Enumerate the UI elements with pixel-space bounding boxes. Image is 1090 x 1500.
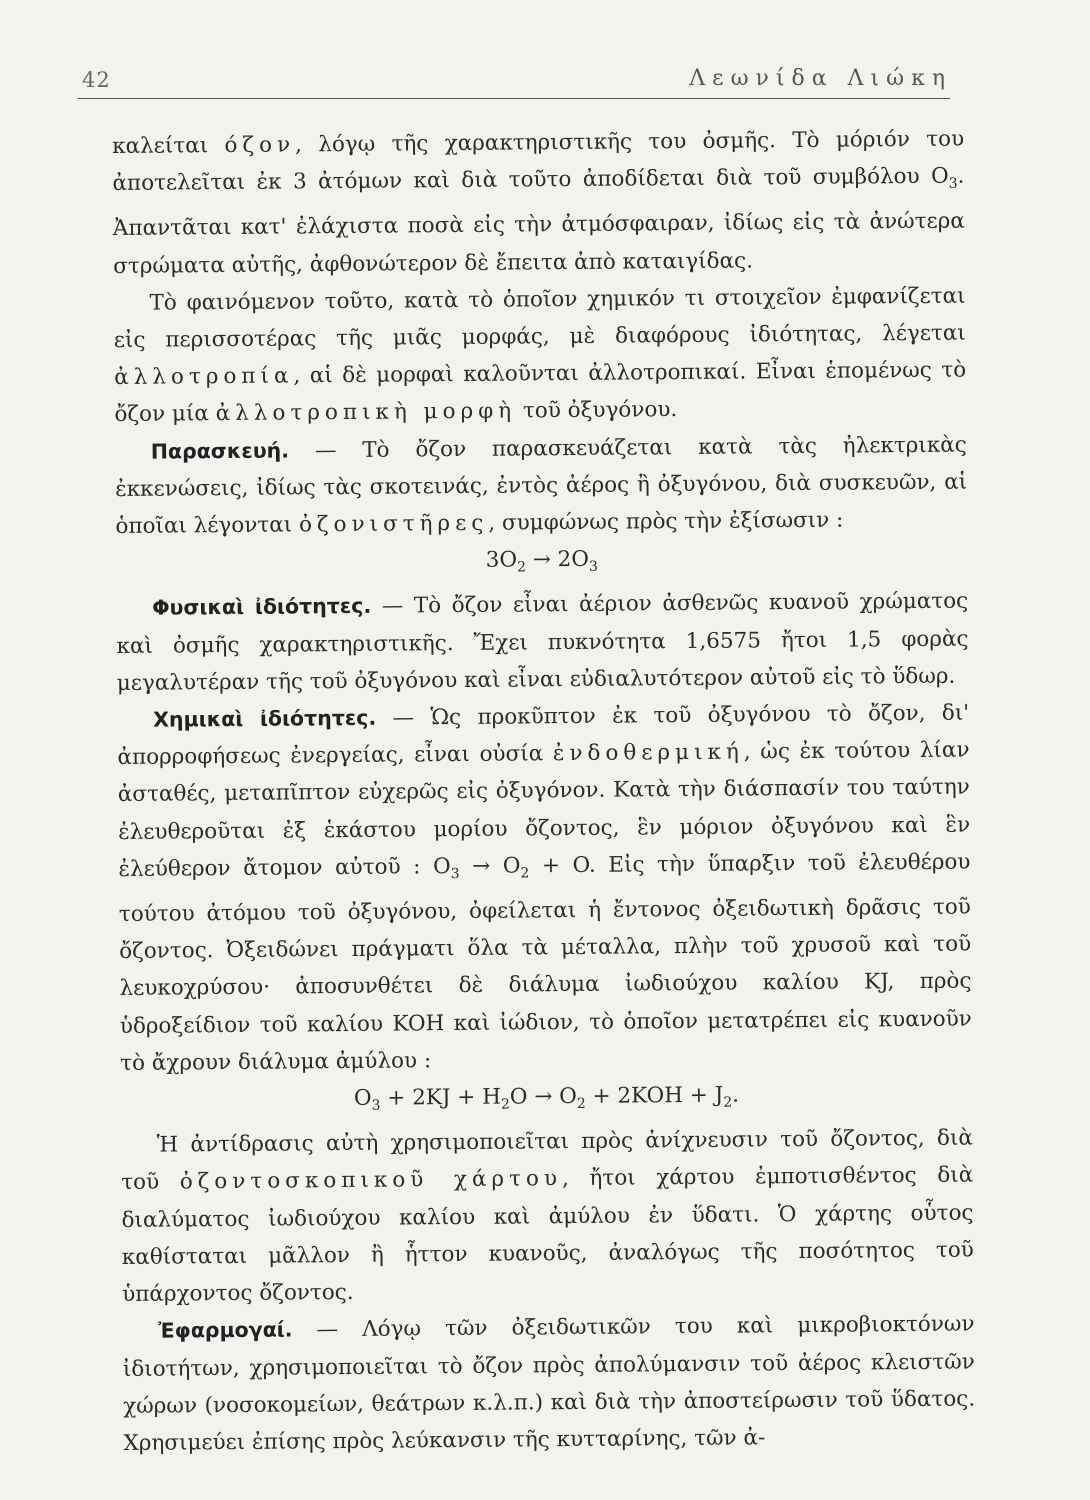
equation-iodide-reaction bbox=[120, 1075, 972, 1128]
subscript: 3 bbox=[588, 559, 598, 576]
running-title: Λεωνίδα Λιώκη bbox=[689, 66, 952, 91]
eq-term: O → O bbox=[509, 1084, 577, 1110]
text-run: καλείται bbox=[112, 133, 225, 159]
section-heading-physical-properties: Φυσικαὶ ἰδιότητες. bbox=[152, 594, 372, 621]
spaced-term-ozonoscopic-paper: ὀζοντοσκοπικοῦ χάρτου bbox=[179, 1166, 563, 1195]
eq-term: + 2KJ + H bbox=[380, 1084, 502, 1111]
eq-arrow: → bbox=[525, 547, 558, 573]
text-run: , συμφώνως πρὸς τὴν ἐξίσωσιν : bbox=[488, 507, 844, 536]
section-heading-chemical-properties: Χημικαὶ ἰδιότητες. bbox=[153, 705, 377, 732]
text-run: , ἤτοι χάρτου ἐμποτισθέντος διὰ διαλύματος ἰωδιούχου καλίου καὶ ἀμύλου ἐν ὕδατι. Ὁ χάρτης οὗτος καθίσταται μᾶλλον ἢ ἧττον κυανοῦς, ἀναλόγως τῆς ποσότητος τοῦ ὑπάρχοντος ὄζοντος. bbox=[121, 1163, 974, 1308]
running-head bbox=[78, 62, 952, 98]
text-run: — Τὸ ὄζον παρασκευάζεται κατὰ τὰς ἠλεκτρικὰς ἐκκενώσεις, ἰδίως τὰς σκοτεινάς, ἐντὸς ἀέρος ἢ ὀξυγόνου, διὰ συσκευῶν, αἱ ὁποῖαι λέγονται bbox=[115, 432, 968, 540]
paragraph-applications bbox=[122, 1306, 975, 1462]
text-run: , λόγῳ τῆς χαρακτηριστικῆς του ὀσμῆς. Τὸ μόριόν του ἀποτελεῖται ἐκ 3 ἀτόμων καὶ διὰ τοῦτο ἀποδίδεται διὰ τοῦ συμβόλου O bbox=[112, 126, 965, 197]
subscript: 2 bbox=[723, 1094, 733, 1111]
eq-term: . bbox=[732, 1082, 740, 1108]
eq-term: 3O bbox=[485, 547, 518, 573]
subscript: 2 bbox=[576, 1095, 586, 1113]
subscript: 3 bbox=[450, 865, 460, 882]
text-run: Τὸ φαινόμενον τοῦτο, κατὰ τὸ ὁποῖον χημικόν τι στοιχεῖον ἐμφανίζεται εἰς περισσοτέρας τῆς μιᾶς μορφάς, μὲ διαφόρους ἰδιότητας, λέγεται bbox=[113, 283, 966, 354]
subscript: 3 bbox=[371, 1097, 381, 1114]
spaced-term-ozone: όζον bbox=[224, 132, 296, 159]
paragraph-ozone-definition bbox=[112, 121, 965, 285]
section-heading-applications: Ἐφαρμογαί. bbox=[158, 1317, 293, 1343]
text-run: → O bbox=[459, 853, 521, 879]
page-number: 42 bbox=[82, 68, 111, 92]
spaced-term-allotropic-form: ἀλλοτροπικὴ μορφὴ bbox=[215, 398, 517, 427]
text-run: — Τὸ ὄζον εἶναι ἀέριον ἀσθενῶς κυανοῦ χρώματος καὶ ὀσμῆς χαρακτηριστικῆς. Ἔχει πυκνότητα 1,6575 ἤτοι 1,5 φορὰς μεγαλυτέραν τῆς τοῦ ὀξυγόνου καὶ εἶναι εὐδιαλυτότερον αὐτοῦ εἰς τὸ ὕδωρ. bbox=[116, 588, 969, 696]
paragraph-physical-properties bbox=[116, 583, 969, 702]
text-run: — Ὡς προκῦπτον ἐκ τοῦ ὀξυγόνου τὸ ὄζον, δι' ἀπορροφήσεως ἐνεργείας, εἶναι οὐσία bbox=[117, 700, 970, 771]
text-run: , αἱ δὲ μορφαὶ καλοῦνται ἀλλοτροπικαί. Εἶναι ἑπομένως τὸ ὄζον μία bbox=[114, 357, 967, 428]
text-run: τοῦ ὀξυγόνου. bbox=[515, 397, 678, 424]
page-body bbox=[112, 121, 976, 1462]
text-run: Ἡ ἀντίδρασις αὐτὴ χρησιμοποιεῖται πρὸς ἀνίχνευσιν τοῦ ὄζοντος, διὰ τοῦ bbox=[121, 1125, 973, 1196]
text-run: , ὡς ἐκ τούτου λίαν ἀσταθές, μεταπῖπτον εὐχερῶς εἰς ὀξυγόνον. Κατὰ τὴν διάσπασίν του ταύτην ἐλευθεροῦται ἐξ ἑκάστου μορίου ὄζοντος, ἓν μόριον ὀξυγόνου καὶ ἓν ἐλεύθερον ἄτομον αὐτοῦ : O bbox=[117, 737, 971, 882]
section-heading-preparation: Παρασκευή. bbox=[150, 438, 290, 464]
eq-term: 2O bbox=[557, 547, 590, 573]
paragraph-detection bbox=[121, 1120, 975, 1313]
eq-term: + 2KOH + J bbox=[585, 1082, 724, 1109]
subscript: 2 bbox=[500, 1096, 511, 1113]
paragraph-chemical-properties bbox=[117, 695, 972, 1082]
spaced-term-endothermic: ἐνδοθερμική bbox=[552, 739, 744, 767]
text-run: — Λόγῳ τῶν ὀξειδωτικῶν του καὶ μικροβιοκτόνων ἰδιοτήτων, χρησιμοποιεῖται τὸ ὄζον πρὸς ἀπολύμανσιν τοῦ ἀέρος κλειστῶν χώρων (νοσοκομείων, θεάτρων κ.λ.π.) καὶ διὰ τὴν ἀποστείρωσιν τοῦ ὕδατος. Χρησιμεύει ἐπίσης πρὸς λεύκανσιν τῆς κυτταρίνης, τῶν ἀ- bbox=[122, 1311, 976, 1456]
text-run: . Ἀπαντᾶται κατ' ἐλάχιστα ποσὰ εἰς τὴν ἀτμόσφαιραν, ἰδίως εἰς τὰ ἀνώτερα στρώματα αὐτῆς, ἀφθονώτερον δὲ ἔπειτα ἀπὸ καταιγίδας. bbox=[112, 163, 965, 279]
subscript: 2 bbox=[517, 559, 527, 576]
eq-term: O bbox=[353, 1085, 372, 1112]
subscript: 2 bbox=[520, 865, 530, 882]
paragraph-preparation bbox=[115, 426, 968, 545]
equation-ozone-formation bbox=[116, 538, 968, 591]
spaced-term-allotropy: ἀλλοτροπία bbox=[114, 363, 294, 391]
paragraph-allotropy bbox=[113, 277, 966, 433]
spaced-term-ozonizers: ὀζονιστῆρες bbox=[298, 510, 489, 538]
subscript: 3 bbox=[948, 175, 958, 192]
text-run: + O. Εἰς τὴν ὕπαρξιν τοῦ ἐλευθέρου τούτου ἀτόμου τοῦ ὀξυγόνου, ὀφείλεται ἡ ἔντονος ὀξειδωτικὴ δρᾶσις τοῦ ὄζοντος. Ὀξειδώνει πράγματι ὅλα τὰ μέταλλα, πλὴν τοῦ χρυσοῦ καὶ τοῦ λευκοχρύσου· ἀποσυνθέτει δὲ διάλυμα ἰωδιούχου καλίου KJ, πρὸς ὑδροξείδιον τοῦ καλίου KOH καὶ ἰώδιον, τὸ ὁποῖον μετατρέπει εἰς κυανοῦν τὸ ἄχρουν διάλυμα ἀμύλου : bbox=[118, 849, 972, 1076]
header-rule bbox=[78, 98, 950, 99]
